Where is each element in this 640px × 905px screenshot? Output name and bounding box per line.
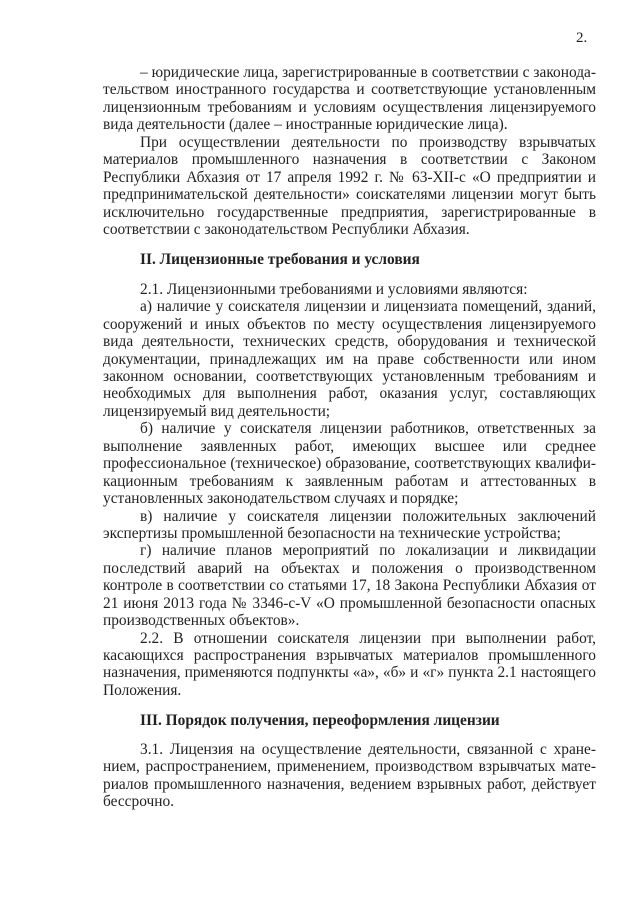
- text-line: соответствии с законодательством Республики Абхазия.: [103, 220, 470, 238]
- text-line: экспертизы промышленной безопасности на технические устройства;: [103, 524, 561, 542]
- text-line: материалов промышленного назначения в соответствии с Законом: [103, 151, 596, 169]
- text-line: вида деятельности (далее – иностранные юридические лица).: [103, 116, 508, 134]
- text-line: исключительно государственные предприятия, зарегистрированные в: [103, 203, 596, 221]
- paragraph: [103, 508, 596, 543]
- text-line: в) наличие у соискателя лицензии положительных заключений: [140, 507, 596, 525]
- text-line: При осуществлении деятельности по производству взрывчатых: [140, 133, 596, 151]
- text-line: сооружений и иных объектов по месту осуществления лицензируемого: [103, 315, 596, 333]
- text-line: последствий аварий на объектах и положения о производственном: [103, 559, 596, 577]
- text-line: назначения, применяются подпункты «а», «б» и «г» пункта 2.1 настоящего: [103, 664, 596, 682]
- text-line: 2.2. В отношении соискателя лицензии при выполнении работ,: [140, 629, 596, 647]
- section-heading: II. Лицензионные требования и условия: [140, 251, 420, 269]
- text-line: – юридические лица, зарегистрированные в соответствии с законода-: [140, 64, 596, 81]
- paragraph: [103, 64, 596, 134]
- text-line: риалов промышленного назначения, ведением взрывных работ, действует: [103, 775, 596, 793]
- section-heading: III. Порядок получения, переоформления лицензии: [140, 712, 500, 730]
- text-line: 2.1. Лицензионными требованиями и условиями являются:: [140, 280, 528, 298]
- text-line: а) наличие у соискателя лицензии и лицензиата помещений, зданий,: [140, 298, 596, 316]
- paragraph: [103, 542, 596, 629]
- text-line: документации, принадлежащих им на праве собственности или ином: [103, 350, 596, 368]
- text-line: профессиональное (техническое) образование, соответствующих квалифи-: [103, 455, 596, 473]
- paragraph: [103, 134, 596, 239]
- paragraph: [103, 298, 596, 420]
- paragraph: [103, 741, 596, 811]
- text-line: выполнение заявленных работ, имеющих высшее или среднее: [103, 437, 596, 455]
- document-body: [103, 64, 596, 811]
- text-line: 21 июня 2013 года № 3346-с-V «О промышленной безопасности опасных: [103, 594, 596, 612]
- text-line: контроле в соответствии со статьями 17, 18 Закона Республики Абхазия от: [103, 577, 596, 595]
- text-line: тельством иностранного государства и соответствующие установленным: [103, 81, 596, 99]
- text-line: предпринимательской деятельности» соискателями лицензии могут быть: [103, 186, 596, 204]
- text-line: 3.1. Лицензия на осуществление деятельности, связанной с хране-: [140, 740, 596, 758]
- text-line: необходимых для выполнения работ, оказания услуг, составляющих: [103, 385, 596, 403]
- paragraph: [103, 630, 596, 700]
- text-line: касающихся распространения взрывчатых материалов промышленного: [103, 647, 596, 665]
- paragraph: [103, 420, 596, 507]
- text-line: нием, распространением, применением, производством взрывчатых мате-: [103, 758, 596, 776]
- text-line: вида деятельности, технических средств, оборудования и технической: [103, 333, 596, 351]
- text-line: производственных объектов».: [103, 612, 300, 630]
- text-line: Положения.: [103, 681, 182, 699]
- text-line: б) наличие у соискателя лицензии работников, ответственных за: [140, 420, 596, 438]
- text-line: бессрочно.: [103, 793, 175, 811]
- paragraph: [103, 281, 596, 298]
- text-line: лицензируемый вид деятельности;: [103, 402, 331, 420]
- text-line: лицензионным требованиям и условиям осуществления лицензируемого: [103, 98, 596, 116]
- text-line: установленных законодательством случаях и порядке;: [103, 490, 459, 508]
- page-number: 2.: [576, 30, 588, 46]
- text-line: Республики Абхазия от 17 апреля 1992 г. № 63-XII-с «О предприятии и: [103, 168, 596, 186]
- text-line: г) наличие планов мероприятий по локализации и ликвидации: [140, 542, 596, 560]
- text-line: законном основании, соответствующих установленным требованиям и: [103, 368, 596, 386]
- text-line: кационным требованиям к заявленным работам и аттестованных в: [103, 472, 596, 490]
